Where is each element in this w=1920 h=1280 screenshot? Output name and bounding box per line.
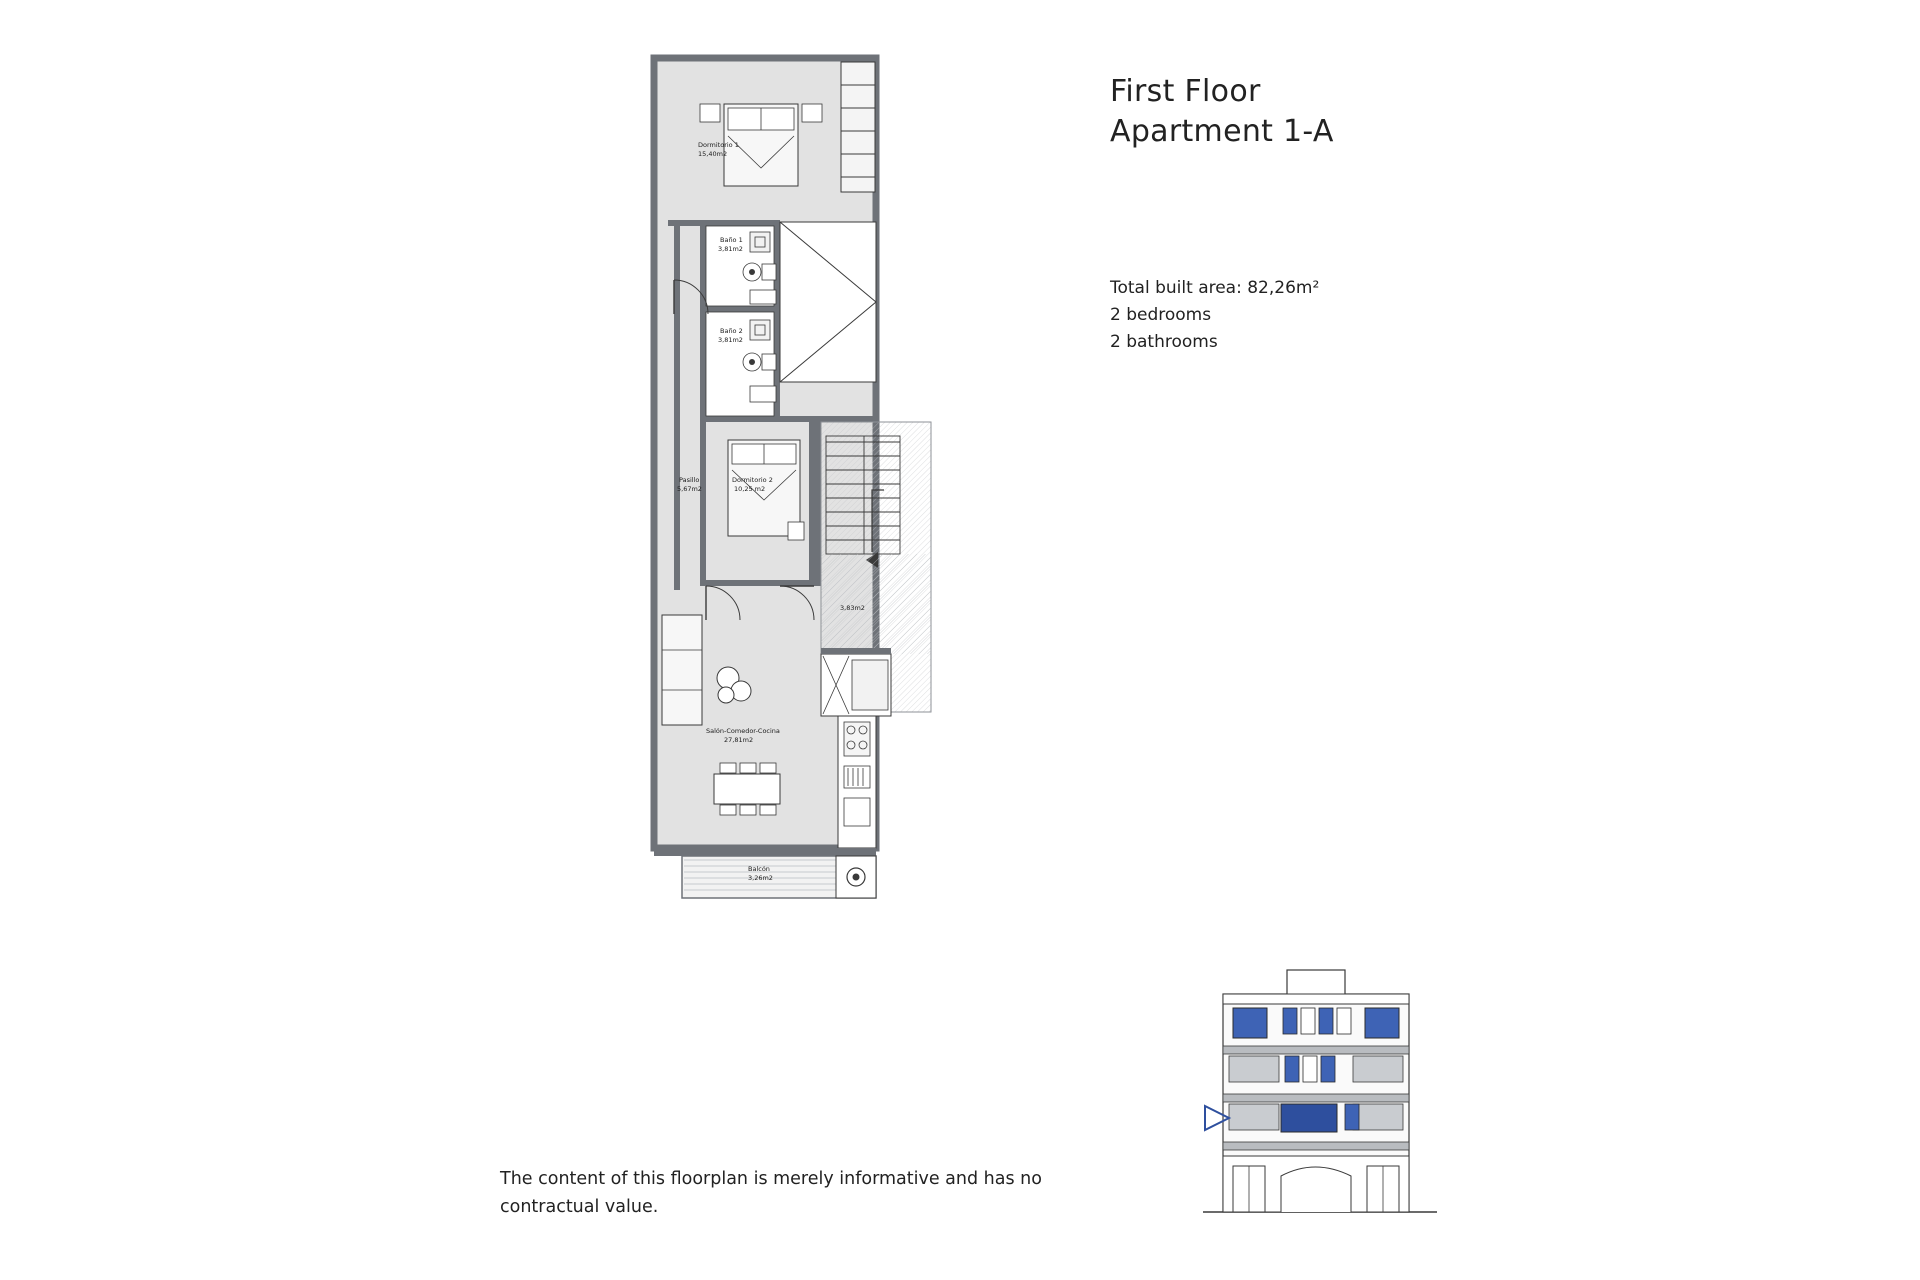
label-living-area: 27,81m2	[724, 736, 754, 744]
floorplan-drawing	[640, 50, 1000, 890]
title-apartment: Apartment 1-A	[1110, 114, 1334, 149]
label-balcony-area: 3,26m2	[748, 874, 773, 882]
spec-bedrooms: 2 bedrooms	[1110, 305, 1212, 325]
label-balcony-name: Balcón	[748, 865, 770, 873]
label-bathroom-2-area: 3,81m2	[718, 336, 743, 344]
right-upper-block	[841, 62, 875, 192]
page-title	[1110, 72, 1334, 152]
label-hallway-name: Pasillo	[679, 476, 700, 484]
label-bathroom-1-area: 3,81m2	[718, 245, 743, 253]
elevator-shaft	[821, 648, 891, 716]
entry-vestibule	[780, 222, 876, 382]
label-bathroom-1-name: Baño 1	[720, 236, 743, 244]
dining-set	[714, 763, 780, 815]
label-landing-area: 3,83m2	[840, 604, 865, 612]
title-first-floor: First Floor	[1110, 74, 1261, 109]
elevation-floor-2	[1223, 1046, 1409, 1082]
label-bedroom-2-name: Dormitorio 2	[732, 476, 773, 484]
kitchen-units	[838, 716, 876, 848]
label-bedroom-1-name: Dormitorio 1	[698, 141, 739, 149]
building-elevation-thumbnail	[1195, 960, 1445, 1220]
elevation-floor-1-highlighted	[1223, 1094, 1409, 1132]
specs-list	[1110, 275, 1319, 356]
label-bedroom-1-area: 15,40m2	[698, 150, 728, 158]
label-hallway-area: 5,67m2	[677, 485, 702, 493]
spec-total-area: Total built area: 82,26m²	[1110, 278, 1320, 298]
label-bathroom-2-name: Baño 2	[720, 327, 743, 335]
label-living-name: Salón-Comedor-Cocina	[706, 727, 780, 735]
disclaimer-text: The content of this floorplan is merely informative and has no contractual value.	[500, 1169, 1042, 1217]
spec-bathrooms: 2 bathrooms	[1110, 332, 1218, 352]
balcony	[654, 848, 876, 898]
label-bedroom-2-area: 10,25 m2	[734, 485, 766, 493]
